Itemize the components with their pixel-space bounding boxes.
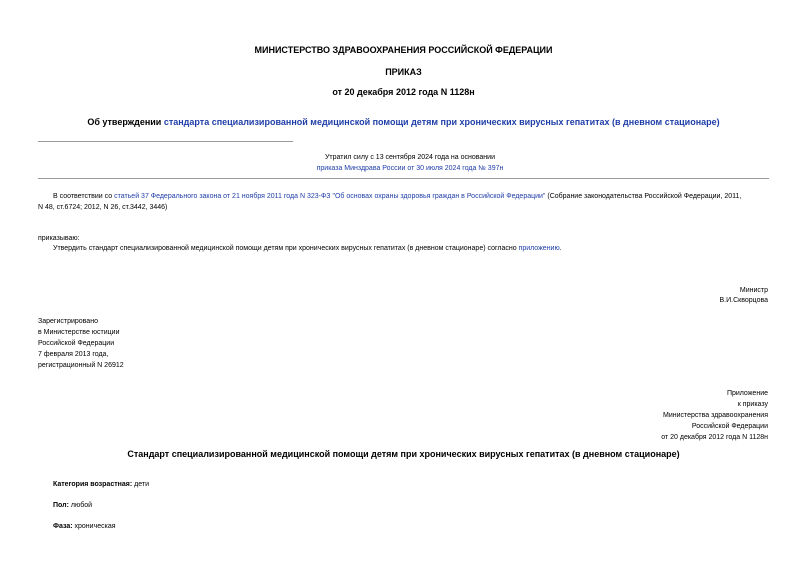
registration-block (38, 316, 238, 371)
status-line-2 (290, 163, 530, 174)
registration-line: Зарегистрировано (38, 318, 98, 325)
status-repeal-link[interactable]: приказа Минздрава России от 30 июля 2024 года № 397н (316, 165, 504, 172)
field-value: хроническая (72, 523, 116, 530)
order-text-prefix: Утвердить стандарт специализированной медицинской помощи детям при хронических вирусных гепатитах (в дневном стационаре) согласно (53, 245, 519, 252)
doc-title (0, 117, 807, 127)
field-age-category (53, 479, 149, 490)
field-value: дети (132, 481, 149, 488)
field-sex (53, 500, 92, 511)
divider-bottom (38, 178, 769, 179)
appendix-line: к приказу (737, 401, 768, 408)
doc-type-heading: ПРИКАЗ (385, 67, 422, 77)
preamble-line-2: N 48, ст.6724; 2012, N 26, ст.3442, 3446) (38, 204, 168, 211)
standard-title: Стандарт специализированной медицинской помощи детям при хронических вирусных гепатитах (в дневном стационаре) (127, 449, 680, 459)
appendix-line: Российской Федерации (691, 423, 768, 430)
appendix-block (568, 388, 768, 443)
doc-date-number: от 20 декабря 2012 года N 1128н (332, 87, 475, 97)
status-line-1: Утратил силу с 13 сентября 2024 года на основании (324, 154, 495, 161)
field-label: Пол: (53, 502, 69, 509)
appendix-link[interactable]: приложению (518, 245, 560, 252)
order-word: приказываю: (38, 235, 80, 242)
field-phase (53, 521, 116, 532)
divider-top (38, 141, 293, 142)
field-label: Категория возрастная: (53, 481, 133, 488)
appendix-line: от 20 декабря 2012 года N 1128н (661, 434, 768, 441)
registration-line: Российской Федерации (38, 340, 115, 347)
field-value: любой (68, 502, 93, 509)
doc-title-prefix: Об утверждении (87, 117, 164, 127)
signature-position: Министр (739, 287, 768, 294)
preamble-suffix: (Собрание законодательства Российской Федерации, 2011, (545, 193, 742, 200)
order-text-suffix: . (559, 245, 562, 252)
law-article-link[interactable]: статьей 37 Федерального закона от 21 ноября 2011 года N 323-ФЗ "Об основах охраны здоровья граждан в Российской Федерации" (114, 193, 546, 200)
doc-title-link[interactable]: стандарта специализированной медицинской помощи детям при хронических вирусных гепатитах (в дневном стационаре) (163, 117, 720, 127)
preamble-line-1 (53, 191, 773, 202)
signature-name: В.И.Скворцова (719, 297, 768, 304)
preamble-prefix: В соответствии со (53, 193, 115, 200)
field-label: Фаза: (53, 523, 73, 530)
order-text (53, 243, 773, 254)
appendix-line: Министерства здравоохранения (663, 412, 768, 419)
appendix-line: Приложение (726, 390, 768, 397)
registration-line: в Министерстве юстиции (38, 329, 120, 336)
registration-line: 7 февраля 2013 года, (38, 351, 109, 358)
ministry-heading: МИНИСТЕРСТВО ЗДРАВООХРАНЕНИЯ РОССИЙСКОЙ ФЕДЕРАЦИИ (254, 45, 553, 55)
registration-line: регистрационный N 26912 (38, 362, 124, 369)
